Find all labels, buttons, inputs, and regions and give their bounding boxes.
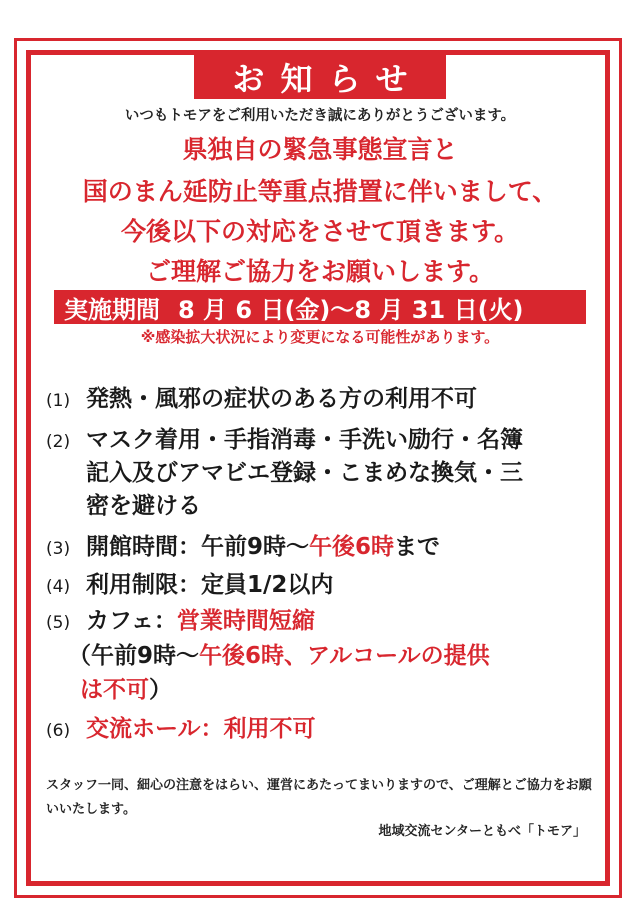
detail-highlight: は不可	[80, 677, 149, 703]
signature: 地域交流センターともべ「トモア」	[378, 824, 586, 839]
headline-line-4: ご理解ご協力をお願いします。	[145, 257, 494, 286]
headline-line-3: 今後以下の対応をさせて頂きます。	[120, 217, 519, 246]
notice-title: お知らせ	[194, 55, 446, 99]
list-item-5-detail-1	[68, 637, 490, 670]
list-item-6	[46, 710, 316, 743]
period-note: ※感染拡大状況により変更になる可能性があります。	[140, 328, 500, 346]
list-item-5	[46, 602, 315, 635]
item-text: カフェ：	[86, 608, 177, 634]
item-number: (1)	[46, 391, 71, 411]
item-highlight: 営業時間短縮	[176, 608, 315, 634]
detail-suffix: ）	[149, 677, 172, 703]
item-text: 開館時間：午前9時～	[86, 534, 310, 560]
item-text: マスク着用・手指消毒・手洗い励行・名簿	[86, 427, 523, 453]
item-number: (4)	[46, 577, 71, 597]
item-highlight: 午後6時	[309, 534, 395, 560]
item-text: 利用制限：定員1/2以内	[86, 572, 334, 598]
headline-line-1: 県独自の緊急事態宣言と	[182, 135, 458, 164]
period-label: 実施期間	[64, 295, 160, 324]
detail-text: （午前9時～	[68, 643, 200, 669]
period-value: 8 月 6 日(金)～8 月 31 日(火)	[178, 295, 524, 324]
footer-text: スタッフ一同、細心の注意をはらい、運営にあたってまいりますので、ご理解とご協力をお願いいたします。	[46, 778, 592, 817]
list-item-1	[46, 380, 477, 413]
item-number: (2)	[46, 432, 71, 452]
item-suffix: まで	[394, 534, 441, 560]
item-text: 発熱・風邪の症状のある方の利用不可	[86, 386, 477, 412]
list-item-4	[46, 566, 333, 599]
detail-highlight: 午後6時、アルコールの提供	[199, 643, 490, 669]
list-item-3	[46, 528, 440, 561]
item-number: (6)	[46, 721, 71, 741]
headline-line-2: 国のまん延防止等重点措置に伴いまして、	[82, 177, 558, 206]
item-number: (5)	[46, 613, 71, 633]
greeting-text: いつもトモアをご利用いただき誠にありがとうございます。	[124, 108, 516, 124]
item-highlight: 交流ホール：利用不可	[86, 716, 316, 742]
period-bar	[54, 290, 586, 324]
list-item-2	[46, 421, 523, 454]
list-item-5-detail-2	[80, 671, 172, 704]
list-item-2-line-2: 記入及びアマビエ登録・こまめな換気・三	[86, 460, 523, 486]
list-item-2-line-3: 密を避ける	[86, 493, 201, 519]
item-number: (3)	[46, 539, 71, 559]
